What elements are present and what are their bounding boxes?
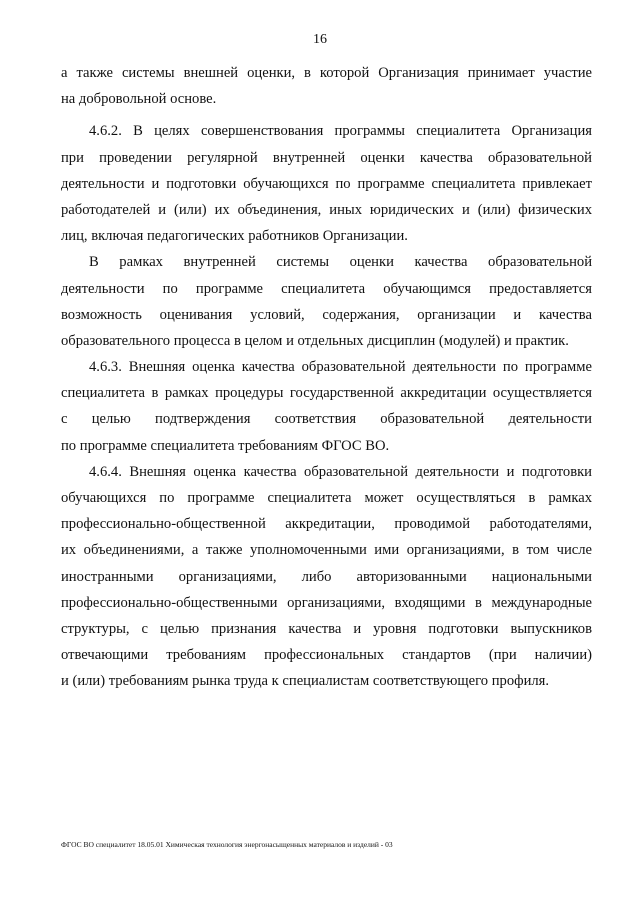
text-line: обучающихся по программе специалитета может осуществляться в рамках xyxy=(61,490,592,506)
text-line: деятельности по программе специалитета обучающимся предоставляется xyxy=(61,280,592,297)
paragraph xyxy=(61,118,592,249)
text-line: на добровольной основе. xyxy=(61,91,217,108)
text-line: 4.6.2. В целях совершенствования программы специалитета Организация xyxy=(89,123,592,140)
text-line: 4.6.3. Внешняя оценка качества образовательной деятельности по программе xyxy=(89,359,592,376)
text-line: возможность оценивания условий, содержания, организации и качества xyxy=(61,306,592,323)
text-line: и (или) требованиям рынка труда к специалистам соответствующего профиля. xyxy=(61,673,550,690)
text-line: образовательного процесса в целом и отдельных дисциплин (модулей) и практик. xyxy=(61,332,569,349)
paragraph xyxy=(61,459,592,695)
text-line: деятельности и подготовки обучающихся по программе специалитета привлекает xyxy=(61,175,592,192)
text-line: с целью подтверждения соответствия образовательной деятельности xyxy=(61,411,592,428)
page-number: 16 xyxy=(313,32,327,47)
text-line: В рамках внутренней системы оценки качества образовательной xyxy=(89,254,592,271)
paragraph xyxy=(61,60,592,112)
text-line: а также системы внешней оценки, в которой Организация принимает участие xyxy=(61,65,592,81)
text-line: работодателей и (или) их объединения, иных юридических и (или) физических xyxy=(61,201,592,218)
text-line: их объединениями, а также уполномоченными ими организациями, в том числе xyxy=(61,542,592,559)
paragraph xyxy=(61,354,592,459)
text-line: лиц, включая педагогических работников Организации. xyxy=(61,228,408,245)
text-line: профессионально-общественной аккредитации, проводимой работодателями, xyxy=(61,516,592,533)
text-line: структуры, с целью признания качества и уровня подготовки выпускников xyxy=(61,620,592,637)
text-line: отвечающими требованиям профессиональных стандартов (при наличии) xyxy=(61,647,592,664)
text-line: специалитета в рамках процедуры государственной аккредитации осуществляется xyxy=(61,385,592,402)
paragraph xyxy=(61,249,592,354)
document-body xyxy=(61,60,592,695)
text-line: 4.6.4. Внешняя оценка качества образовательной деятельности и подготовки xyxy=(89,463,592,480)
text-line: по программе специалитета требованиям ФГОС ВО. xyxy=(61,437,390,454)
text-line: при проведении регулярной внутренней оценки качества образовательной xyxy=(61,149,592,166)
page-footer: ФГОС ВО специалитет 18.05.01 Химическая технология энергонасыщенных материалов и изделий - 03 xyxy=(61,840,393,849)
text-line: иностранными организациями, либо авторизованными национальными xyxy=(61,568,592,585)
text-line: профессионально-общественными организациями, входящими в международные xyxy=(61,594,592,611)
